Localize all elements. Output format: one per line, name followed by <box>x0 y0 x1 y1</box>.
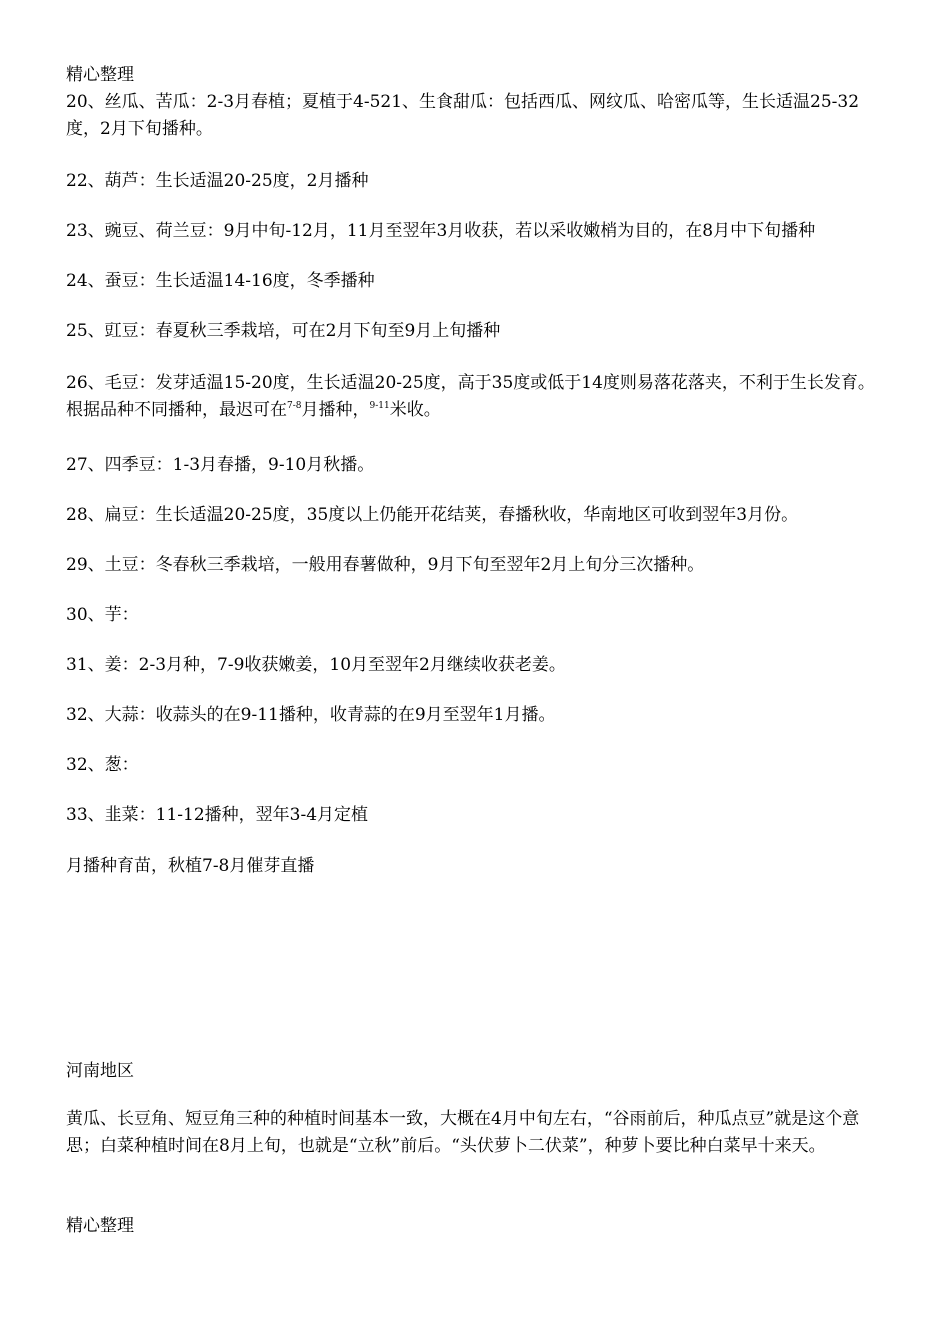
item-26-text-b: 月播种， <box>301 400 370 420</box>
item-32-scallion: 32、葱： <box>66 755 139 775</box>
page-header: 精心整理 <box>66 65 134 85</box>
item-29: 29、土豆：冬春秋三季栽培，一般用春薯做种，9月下旬至翌年2月上旬分三次播种。 <box>66 555 705 575</box>
item-26-sup-a: 7-8 <box>287 401 302 411</box>
item-30: 30、芋： <box>66 605 139 625</box>
item-26 <box>66 370 886 424</box>
section-paragraph-henan: 黄瓜、长豆角、短豆角三种的种植时间基本一致，大概在4月中旬左右，“谷雨前后，种瓜点豆”就是这个意思；白菜种植时间在8月上旬，也就是“立秋”前后。“头伏萝卜二伏菜”，种萝卜要比种白菜早十来天。 <box>66 1109 860 1156</box>
item-27: 27、四季豆：1-3月春播，9-10月秋播。 <box>66 455 375 475</box>
item-26-sup-b: 9-11 <box>369 401 390 411</box>
item-28: 28、扁豆：生长适温20-25度，35度以上仍能开花结荚，春播秋收，华南地区可收到翌年3月份。 <box>66 505 799 525</box>
page-footer: 精心整理 <box>66 1216 134 1236</box>
item-26-text-a: 26、毛豆：发芽适温15-20度，生长适温20-25度，高于35度或低于14度则易落花落夹，不利于生长发育。根据品种不同播种，最迟可在 <box>66 373 875 420</box>
item-24: 24、蚕豆：生长适温14-16度，冬季播种 <box>66 271 375 291</box>
item-26-text-c: 米收。 <box>389 400 441 420</box>
item-22: 22、葫芦：生长适温20-25度，2月播种 <box>66 171 369 191</box>
item-25: 25、豇豆：春夏秋三季栽培，可在2月下旬至9月上旬播种 <box>66 321 501 341</box>
item-31: 31、姜：2-3月种，7-9收获嫩姜，10月至翌年2月继续收获老姜。 <box>66 655 566 675</box>
item-33: 33、韭菜：11-12播种，翌年3-4月定植 <box>66 805 369 825</box>
item-23: 23、豌豆、荷兰豆：9月中旬-12月，11月至翌年3月收获，若以采收嫩梢为目的，在8月中下旬播种 <box>66 221 816 241</box>
item-20: 20、丝瓜、苦瓜：2-3月春植；夏植于4-521、生食甜瓜：包括西瓜、网纹瓜、哈密瓜等，生长适温25-32度，2月下旬播种。 <box>66 92 860 139</box>
item-tail: 月播种育苗，秋植7-8月催芽直播 <box>66 856 315 876</box>
section-heading-henan: 河南地区 <box>66 1061 134 1081</box>
item-32-garlic: 32、大蒜：收蒜头的在9-11播种，收青蒜的在9月至翌年1月播。 <box>66 705 556 725</box>
